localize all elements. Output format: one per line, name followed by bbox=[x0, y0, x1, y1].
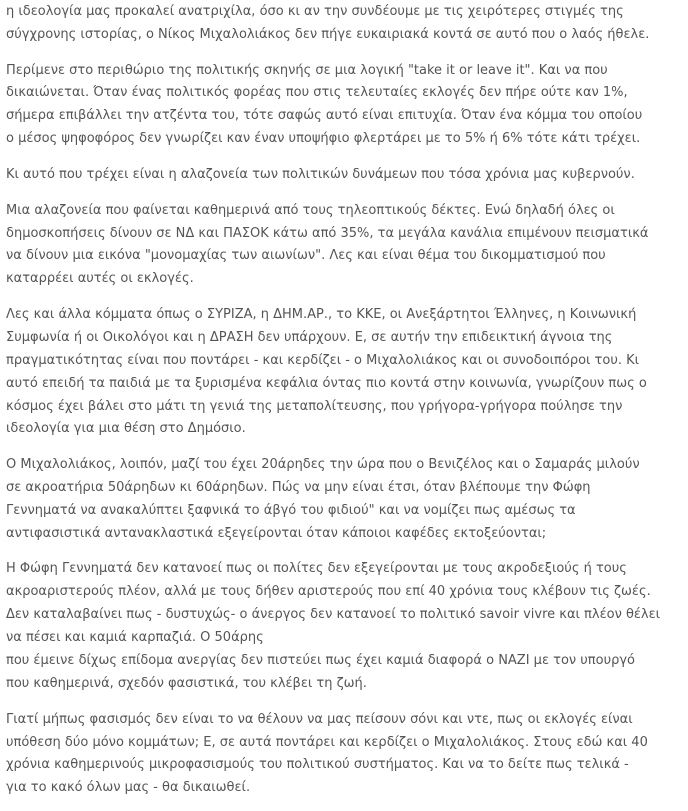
paragraph-line: ο μέσος ψηφοφόρος δεν γνωρίζει καν έναν υποψήφιο φλερτάρει με το 5% ή 6% τότε κάτι τρέχει. bbox=[6, 131, 641, 147]
paragraph-line: για το κακό όλων μας - θα δικαιωθεί. bbox=[6, 780, 251, 796]
paragraph-line: σε ακροατήρια 50άρηδων κι 60άρηδων. Πώς να μην είναι έτσι, όταν βλέπουμε την Φώφη bbox=[6, 480, 591, 496]
paragraph-line: δημοσκοπήσεις δίνουν σε ΝΔ και ΠΑΣΟΚ κάτω από 35%, τα μεγάλα κανάλια επιμένουν πεισματικά bbox=[6, 225, 649, 241]
paragraph-line: Η Φώφη Γεννηματά δεν κατανοεί πως οι πολίτες δεν εξεγείρονται με τους ακροδεξιούς ή τους bbox=[6, 561, 627, 577]
paragraph-line: που καθημερινά, σχεδόν φασιστικά, του κλέβει τη ζωή. bbox=[6, 675, 367, 691]
article-paragraph bbox=[6, 200, 688, 292]
article-paragraph bbox=[6, 558, 688, 695]
paragraph-line: Γεννηματά να ανακαλύπτει ξαφνικά το άβγό του φιδιού" και να νομίζει πως αμέσως τα bbox=[6, 502, 576, 518]
paragraph-line: κόσμος έχει βάλει στο μάτι τη γενιά της μεταπολίτευσης, που γρήγορα-γρήγορα πούλησε την bbox=[6, 398, 623, 414]
article-paragraph bbox=[6, 454, 688, 546]
article-paragraph bbox=[6, 1, 688, 47]
paragraph-line: αντιφασιστικά αντανακλαστικά εξεγείρονται όταν κάποιοι καφέδες εκτοξεύονται; bbox=[6, 525, 547, 541]
article-paragraph bbox=[6, 164, 688, 187]
paragraph-line: να δίνουν μια εικόνα "μονομαχίας των αιωνίων". Λες και είναι θέμα του δικομματισμού που bbox=[6, 248, 606, 264]
article-paragraph bbox=[6, 304, 688, 441]
paragraph-line: Κι αυτό που τρέχει είναι η αλαζονεία των πολιτικών δυνάμεων που τόσα χρόνια μας κυβερνούν. bbox=[6, 166, 635, 182]
paragraph-line: που έμεινε δίχως επίδομα ανεργίας δεν πιστεύει πως έχει καμιά διαφορά ο NAZI με τον υπουργό bbox=[6, 653, 636, 669]
paragraph-line: σήμερα επιβάλλει την ατζέντα του, τότε σαφώς αυτό είναι επιτυχία. Όταν ένα κόμμα του οποίου bbox=[6, 108, 643, 124]
article-body bbox=[6, 1, 688, 800]
paragraph-line: χρόνια καθημερινούς μικροφασισμούς του πολιτικού συστήματος. Και να το δείτε πως τελικά - bbox=[6, 757, 629, 773]
paragraph-line: καταρρέει αυτές οι εκλογές. bbox=[6, 271, 194, 287]
paragraph-line: να πέσει και καμιά καρπαζιά. Ο 50άρης bbox=[6, 630, 264, 646]
paragraph-line: Περίμενε στο περιθώριο της πολιτικής σκηνής σε μια λογική "take it or leave it". Και να που bbox=[6, 62, 608, 78]
paragraph-line: ιδεολογία για μια θέση στο Δημόσιο. bbox=[6, 421, 246, 437]
paragraph-line: υπόθεση δύο μόνο κομμάτων; Ε, σε αυτά ποντάρει και κερδίζει ο Μιχαλολιάκος. Στους εδώ και 40 bbox=[6, 734, 648, 750]
paragraph-line: ακροαριστερούς πλέον, αλλά με τους δήθεν αριστερούς που επί 40 χρόνια τους κλέβουν τις ζωές. bbox=[6, 584, 651, 600]
paragraph-line: η ιδεολογία μας προκαλεί ανατριχίλα, όσο κι αν την συνδέουμε με τις χειρότερες στιγμές της bbox=[6, 4, 624, 19]
article-paragraph bbox=[6, 60, 688, 152]
paragraph-line: Λες και άλλα κόμματα όπως ο ΣΥΡΙΖΑ, η ΔΗΜ.ΑΡ., το ΚΚΕ, οι Ανεξάρτητοι Έλληνες, η Κοινωνική bbox=[6, 306, 637, 322]
paragraph-line: πραγματικότητας είναι που ποντάρει - και κερδίζει - ο Μιχαλολιάκος και οι συνοδοιπόροι του. Κι bbox=[6, 352, 640, 368]
article-paragraph bbox=[6, 709, 688, 801]
paragraph-line: σύγχρονης ιστορίας, ο Νίκος Μιχαλολιάκος δεν πήγε ευκαιριακά κοντά σε αυτό που ο λαός ήθελε. bbox=[6, 26, 650, 42]
paragraph-line: Δεν καταλαβαίνει πως - δυστυχώς- ο άνεργος δεν κατανοεί το πολιτικό savoir vivre και πλέον θέλει bbox=[6, 607, 661, 623]
paragraph-line: δικαιώνεται. Όταν ένας πολιτικός φορέας που στις τελευταίες εκλογές δεν πήρε ούτε καν 1%, bbox=[6, 85, 628, 101]
paragraph-line: Μια αλαζονεία που φαίνεται καθημερινά από τους τηλεοπτικούς δέκτες. Ενώ δηλαδή όλες οι bbox=[6, 202, 615, 218]
paragraph-line: Συμφωνία ή οι Οικολόγοι και η ΔΡΑΣΗ δεν υπάρχουν. Ε, σε αυτήν την επιδεικτική άγνοια της bbox=[6, 329, 613, 345]
paragraph-line: Ο Μιχαλολιάκος, λοιπόν, μαζί του έχει 20άρηδες την ώρα που ο Βενιζέλος και ο Σαμαράς μιλούν bbox=[6, 457, 640, 473]
paragraph-line: αυτό επειδή τα παιδιά με τα ξυρισμένα κεφάλια όντας πιο κοντά στην κοινωνία, γνωρίζουν πως ο bbox=[6, 375, 647, 391]
paragraph-line: Γιατί μήπως φασισμός δεν είναι το να θέλουν να μας πείσουν σόνι και ντε, πως οι εκλογές είναι bbox=[6, 711, 633, 727]
